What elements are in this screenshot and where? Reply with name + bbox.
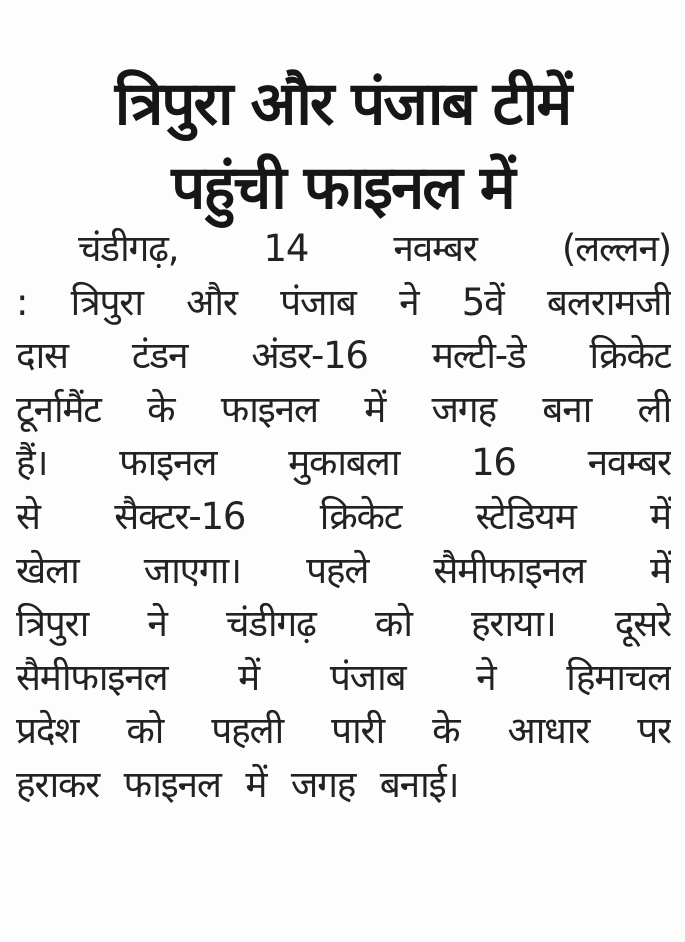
headline-line-1: त्रिपुरा और पंजाब टीमें xyxy=(114,69,571,140)
body-line-dateline: चंडीगढ़, 14 नवम्बर (लल्लन) xyxy=(78,227,671,270)
body-line: खेला जाएगा। पहले सैमीफाइनल में xyxy=(16,548,671,592)
body-line: : त्रिपुरा और पंजाब ने 5वें बलरामजी xyxy=(16,280,671,324)
headline-line-2: पहुंची फाइनल में xyxy=(171,153,514,224)
body-line: प्रदेश को पहली पारी के आधार पर xyxy=(16,709,671,753)
body-line: सैमीफाइनल में पंजाब ने हिमाचल xyxy=(16,655,671,699)
body-line: दास टंडन अंडर-16 मल्टी-डे क्रिकेट xyxy=(16,334,671,378)
body-line: त्रिपुरा ने चंडीगढ़ को हराया। दूसरे xyxy=(16,602,671,646)
body-line: से सैक्टर-16 क्रिकेट स्टेडियम में xyxy=(16,494,671,538)
article-body xyxy=(16,222,671,812)
body-line: हैं। फाइनल मुकाबला 16 नवम्बर xyxy=(16,441,671,485)
body-line-last: हराकर फाइनल में जगह बनाई। xyxy=(16,762,459,806)
headline xyxy=(0,62,685,230)
body-line: टूर्नामैंट के फाइनल में जगह बना ली xyxy=(16,387,671,431)
